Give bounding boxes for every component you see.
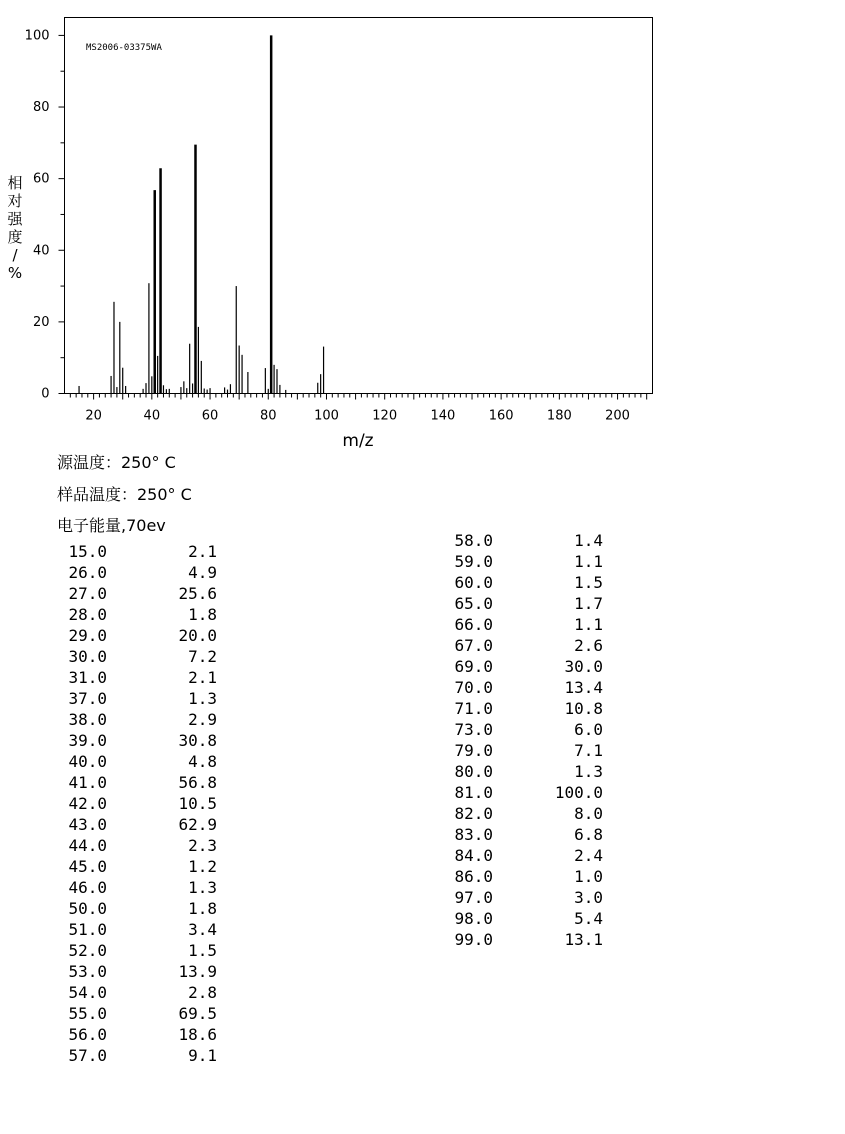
y-tick-label: 80 [32, 100, 50, 116]
peak-row [57, 835, 227, 856]
peak-intensity: 69.5 [178, 1004, 217, 1023]
peak-mz: 50.0 [68, 899, 107, 918]
peak-row [57, 667, 227, 688]
peak-mz: 46.0 [68, 878, 107, 897]
peak-row [57, 919, 227, 940]
peak-mz: 81.0 [454, 783, 493, 802]
peak-intensity: 4.9 [188, 563, 217, 582]
peak-row [57, 1045, 227, 1066]
peak-row [443, 719, 613, 740]
x-axis-label: m/z [342, 431, 374, 451]
peak-row [57, 856, 227, 877]
y-tick-label: 100 [24, 28, 50, 44]
peak-mz: 15.0 [68, 542, 107, 561]
peak-intensity: 2.1 [188, 668, 217, 687]
peak-intensity: 8.0 [574, 804, 603, 823]
electron-energy: 电子能量,70ev [57, 516, 166, 535]
peak-mz: 45.0 [68, 857, 107, 876]
peak-row [57, 541, 227, 562]
peak-intensity: 1.0 [574, 867, 603, 886]
peak-table-right [443, 530, 613, 950]
peak-mz: 53.0 [68, 962, 107, 981]
peak-intensity: 30.8 [178, 731, 217, 750]
peak-table-left [57, 541, 227, 1066]
peak-row [57, 709, 227, 730]
peak-mz: 51.0 [68, 920, 107, 939]
peak-mz: 52.0 [68, 941, 107, 960]
peak-mz: 58.0 [454, 531, 493, 550]
peak-intensity: 9.1 [188, 1046, 217, 1065]
x-tick-label: 80 [259, 408, 277, 424]
x-tick-label: 120 [372, 408, 398, 424]
x-tick-label: 100 [314, 408, 339, 424]
y-axis-label-char: / [12, 246, 18, 264]
peak-intensity: 3.0 [574, 888, 603, 907]
peak-intensity: 1.3 [188, 689, 217, 708]
peak-mz: 83.0 [454, 825, 493, 844]
peak-intensity: 1.5 [574, 573, 603, 592]
peak-mz: 67.0 [454, 636, 493, 655]
peak-row [57, 751, 227, 772]
peak-mz: 66.0 [454, 615, 493, 634]
peak-row [57, 562, 227, 583]
peak-row [443, 782, 613, 803]
peak-row [443, 866, 613, 887]
peak-intensity: 3.4 [188, 920, 217, 939]
peak-mz: 44.0 [68, 836, 107, 855]
peak-intensity: 1.1 [574, 615, 603, 634]
peak-row [443, 929, 613, 950]
peak-intensity: 1.1 [574, 552, 603, 571]
y-axis-ticks [25, 28, 65, 401]
peak-intensity: 62.9 [178, 815, 217, 834]
y-tick-label: 0 [41, 386, 50, 402]
peak-mz: 31.0 [68, 668, 107, 687]
peak-row [57, 646, 227, 667]
y-axis-label-char: 相 [7, 174, 23, 192]
peak-mz: 40.0 [68, 752, 107, 771]
x-tick-label: 60 [201, 408, 219, 424]
peak-intensity: 2.9 [188, 710, 217, 729]
peak-mz: 38.0 [68, 710, 107, 729]
y-axis-label-char: 对 [7, 192, 23, 210]
peak-intensity: 100.0 [554, 783, 603, 802]
peak-intensity: 56.8 [178, 773, 217, 792]
peak-mz: 80.0 [454, 762, 493, 781]
peak-intensity: 1.3 [574, 762, 603, 781]
peak-intensity: 6.8 [574, 825, 603, 844]
peak-row [443, 761, 613, 782]
peak-row [443, 551, 613, 572]
peak-mz: 65.0 [454, 594, 493, 613]
peak-intensity: 2.3 [188, 836, 217, 855]
sample-temperature: 样品温度：250° C [57, 485, 192, 504]
peak-mz: 71.0 [454, 699, 493, 718]
y-axis-label-char: 度 [7, 228, 23, 246]
y-axis-label-char: % [7, 264, 23, 282]
peak-mz: 56.0 [68, 1025, 107, 1044]
peak-mz: 60.0 [454, 573, 493, 592]
peak-intensity: 6.0 [574, 720, 603, 739]
peak-intensity: 1.2 [188, 857, 217, 876]
peak-mz: 99.0 [454, 930, 493, 949]
peak-mz: 79.0 [454, 741, 493, 760]
peak-intensity: 13.4 [564, 678, 603, 697]
x-tick-label: 180 [546, 408, 572, 424]
peak-row [443, 593, 613, 614]
peak-intensity: 13.9 [178, 962, 217, 981]
peak-row [57, 1003, 227, 1024]
peak-intensity: 2.8 [188, 983, 217, 1002]
peak-row [57, 814, 227, 835]
peak-intensity: 13.1 [564, 930, 603, 949]
peak-intensity: 1.3 [188, 878, 217, 897]
peak-intensity: 4.8 [188, 752, 217, 771]
y-tick-label: 60 [32, 171, 50, 187]
peak-mz: 54.0 [68, 983, 107, 1002]
peak-mz: 29.0 [68, 626, 107, 645]
peak-mz: 27.0 [68, 584, 107, 603]
peak-mz: 26.0 [68, 563, 107, 582]
x-tick-label: 200 [605, 408, 630, 424]
peak-mz: 37.0 [68, 689, 107, 708]
mass-spectrum-chart [0, 0, 845, 460]
peak-row [443, 824, 613, 845]
y-axis-label [7, 174, 23, 282]
source-temperature: 源温度：250° C [57, 453, 176, 472]
peak-intensity: 10.5 [178, 794, 217, 813]
x-tick-label: 40 [143, 408, 161, 424]
peak-row [57, 772, 227, 793]
peak-intensity: 20.0 [178, 626, 217, 645]
peak-row [57, 940, 227, 961]
peak-row [57, 982, 227, 1003]
peak-mz: 82.0 [454, 804, 493, 823]
spectrum-peaks [79, 35, 324, 393]
peak-row [443, 845, 613, 866]
peak-intensity: 1.7 [574, 594, 603, 613]
peak-mz: 43.0 [68, 815, 107, 834]
peak-row [443, 740, 613, 761]
peak-row [57, 625, 227, 646]
peak-intensity: 1.4 [574, 531, 603, 550]
peak-mz: 86.0 [454, 867, 493, 886]
peak-row [443, 656, 613, 677]
peak-row [57, 961, 227, 982]
peak-row [443, 698, 613, 719]
peak-intensity: 2.6 [574, 636, 603, 655]
y-tick-label: 20 [32, 314, 50, 330]
peak-mz: 98.0 [454, 909, 493, 928]
peak-row [443, 887, 613, 908]
peak-mz: 70.0 [454, 678, 493, 697]
peak-row [57, 793, 227, 814]
peak-intensity: 7.1 [574, 741, 603, 760]
peak-row [443, 530, 613, 551]
peak-intensity: 30.0 [564, 657, 603, 676]
peak-intensity: 1.8 [188, 899, 217, 918]
peak-row [443, 677, 613, 698]
peak-row [57, 730, 227, 751]
plot-frame [65, 18, 653, 394]
peak-row [443, 614, 613, 635]
peak-mz: 42.0 [68, 794, 107, 813]
peak-row [57, 688, 227, 709]
peak-mz: 59.0 [454, 552, 493, 571]
x-tick-label: 140 [430, 408, 456, 424]
peak-mz: 28.0 [68, 605, 107, 624]
peak-row [443, 572, 613, 593]
peak-intensity: 2.4 [574, 846, 603, 865]
peak-mz: 30.0 [68, 647, 107, 666]
y-axis-label-char: 强 [7, 210, 23, 228]
x-axis-ticks [70, 394, 646, 424]
peak-row [57, 877, 227, 898]
peak-intensity: 1.8 [188, 605, 217, 624]
peak-mz: 39.0 [68, 731, 107, 750]
peak-row [57, 1024, 227, 1045]
peak-intensity: 7.2 [188, 647, 217, 666]
y-tick-label: 40 [32, 243, 50, 259]
peak-row [443, 908, 613, 929]
peak-mz: 73.0 [454, 720, 493, 739]
peak-mz: 84.0 [454, 846, 493, 865]
peak-row [57, 898, 227, 919]
peak-mz: 57.0 [68, 1046, 107, 1065]
peak-intensity: 25.6 [178, 584, 217, 603]
peak-mz: 69.0 [454, 657, 493, 676]
peak-row [57, 583, 227, 604]
peak-mz: 55.0 [68, 1004, 107, 1023]
peak-intensity: 2.1 [188, 542, 217, 561]
x-tick-label: 160 [488, 408, 514, 424]
peak-row [443, 803, 613, 824]
peak-row [443, 635, 613, 656]
peak-row [57, 604, 227, 625]
peak-intensity: 10.8 [564, 699, 603, 718]
x-tick-label: 20 [85, 408, 102, 424]
peak-mz: 41.0 [68, 773, 107, 792]
peak-intensity: 18.6 [178, 1025, 217, 1044]
sample-id-label: MS2006-03375WA [86, 43, 162, 53]
peak-mz: 97.0 [454, 888, 493, 907]
peak-intensity: 5.4 [574, 909, 603, 928]
peak-intensity: 1.5 [188, 941, 217, 960]
